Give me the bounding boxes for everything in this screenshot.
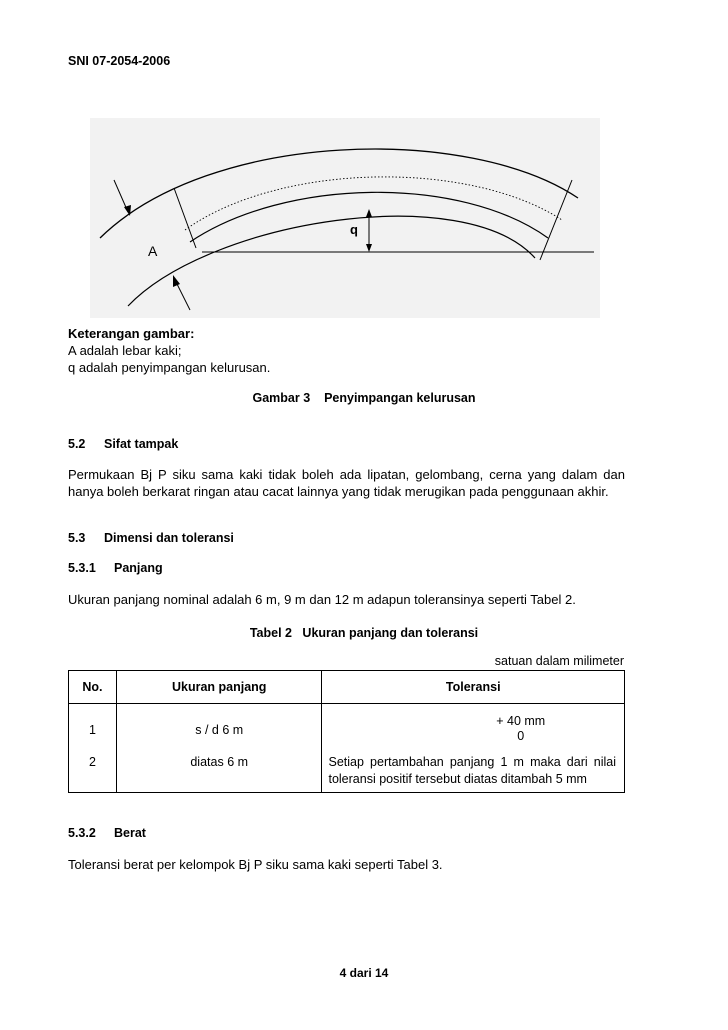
section-title: Panjang	[114, 561, 163, 575]
cell-no: 2	[69, 754, 117, 793]
legend-item-q: q adalah penyimpangan kelurusan.	[68, 360, 271, 375]
figure-caption-number: Gambar 3	[252, 391, 311, 405]
header-tolerance: Toleransi	[322, 671, 625, 704]
table-row	[69, 704, 625, 755]
cell-tolerance	[322, 704, 625, 755]
page-number: 4 dari 14	[339, 966, 389, 980]
figure-background	[90, 118, 600, 318]
section-5-2-text: Permukaan Bj P siku sama kaki tidak boleh ada lipatan, gelombang, cerna yang dalam dan hanya boleh berkarat ringan atau cacat lainnya yang tidak merugikan pada penggunaan akhir.	[68, 467, 625, 499]
table-unit-note: satuan dalam milimeter	[494, 654, 624, 668]
section-5-2-heading	[68, 437, 178, 451]
cell-length: s / d 6 m	[116, 704, 322, 755]
table-caption-title: Ukuran panjang dan toleransi	[302, 626, 479, 640]
section-title: Dimensi dan toleransi	[104, 531, 234, 545]
section-5-3-2-text: Toleransi berat per kelompok Bj P siku sama kaki seperti Tabel 3.	[68, 857, 443, 872]
cell-length: diatas 6 m	[116, 754, 322, 793]
section-number: 5.3.2	[68, 826, 96, 840]
legend-item-a: A adalah lebar kaki;	[68, 343, 182, 358]
table-row	[69, 754, 625, 793]
label-a: A	[148, 243, 158, 259]
table-caption-number: Tabel 2	[249, 626, 292, 640]
length-tolerance-table	[68, 670, 625, 793]
section-number: 5.2	[68, 437, 86, 451]
section-5-3-1-text: Ukuran panjang nominal adalah 6 m, 9 m dan 12 m adapun toleransinya seperti Tabel 2.	[68, 592, 576, 607]
cell-tolerance: Setiap pertambahan panjang 1 m maka dari nilai toleransi positif tersebut diatas ditambah 5 mm	[322, 754, 625, 793]
header-length: Ukuran panjang	[116, 671, 322, 704]
legend-title: Keterangan gambar:	[68, 326, 195, 341]
cell-no: 1	[69, 704, 117, 755]
tolerance-minus: 0	[517, 729, 525, 743]
header-no: No.	[69, 671, 117, 704]
section-number: 5.3.1	[68, 561, 96, 575]
figure-caption-title: Penyimpangan kelurusan	[324, 391, 476, 405]
straightness-deviation-figure	[70, 110, 600, 322]
tolerance-plus: + 40 mm	[496, 714, 546, 728]
document-header: SNI 07-2054-2006	[68, 54, 171, 68]
section-5-3-heading	[68, 531, 234, 545]
section-title: Sifat tampak	[104, 437, 179, 451]
table-caption	[0, 626, 728, 640]
section-5-3-1-heading	[68, 561, 163, 575]
table-header-row	[69, 671, 625, 704]
figure-caption	[0, 391, 728, 405]
section-number: 5.3	[68, 531, 86, 545]
section-5-3-2-heading	[68, 826, 146, 840]
label-q: q	[350, 222, 358, 237]
section-title: Berat	[114, 826, 146, 840]
